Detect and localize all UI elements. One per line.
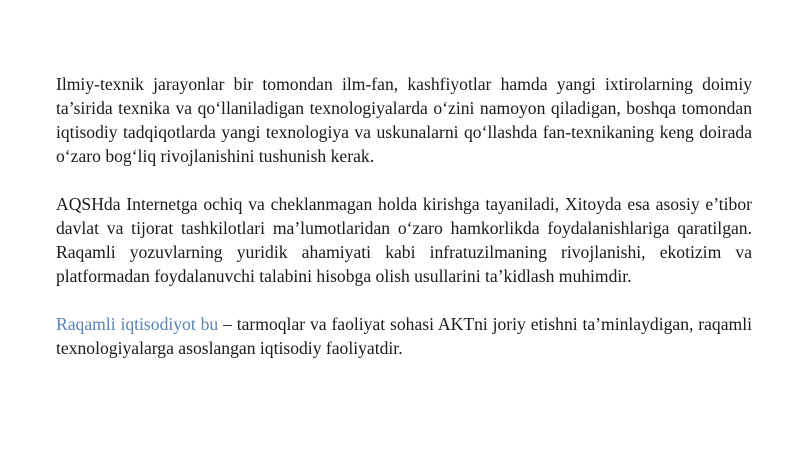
- paragraph-2: AQSHda Internetga ochiq va cheklanmagan holda kirishga tayaniladi, Xitoyda esa asosiy e’tibor davlat va tijorat tashkilotlari ma’lumotlaridan o‘zaro hamkorlikda foydalanishlariga qaratilgan. Raqamli yozuvlarning yuridik ahamiyati kabi infratuzilmaning rivojlanishi, ekotizim va platformadan foydalanuvchi talabini hisobga olish usullarini ta’kidlash muhimdir.: [56, 194, 752, 286]
- slide-body: [56, 72, 752, 360]
- definition-text: – tarmoqlar va faoliyat sohasi AKTni joriy etishni ta’minlaydigan, raqamli texnologiyalarga asoslangan iqtisodiy faoliyatdir.: [56, 314, 752, 358]
- definition-term: Raqamli iqtisodiyot bu: [56, 314, 219, 334]
- definition-paragraph: [56, 312, 752, 360]
- paragraph-1: Ilmiy-texnik jarayonlar bir tomondan ilm-fan, kashfiyotlar hamda yangi ixtirolarning doimiy ta’sirida texnika va qo‘llaniladigan texnologiyalarda o‘zini namoyon qiladigan, boshqa tomondan iqtisodiy tadqiqotlarda yangi texnologiya va uskunalarni qo‘llashda fan-texnikaning keng doirada o‘zaro bog‘liq rivojlanishini tushunish kerak.: [56, 74, 752, 166]
